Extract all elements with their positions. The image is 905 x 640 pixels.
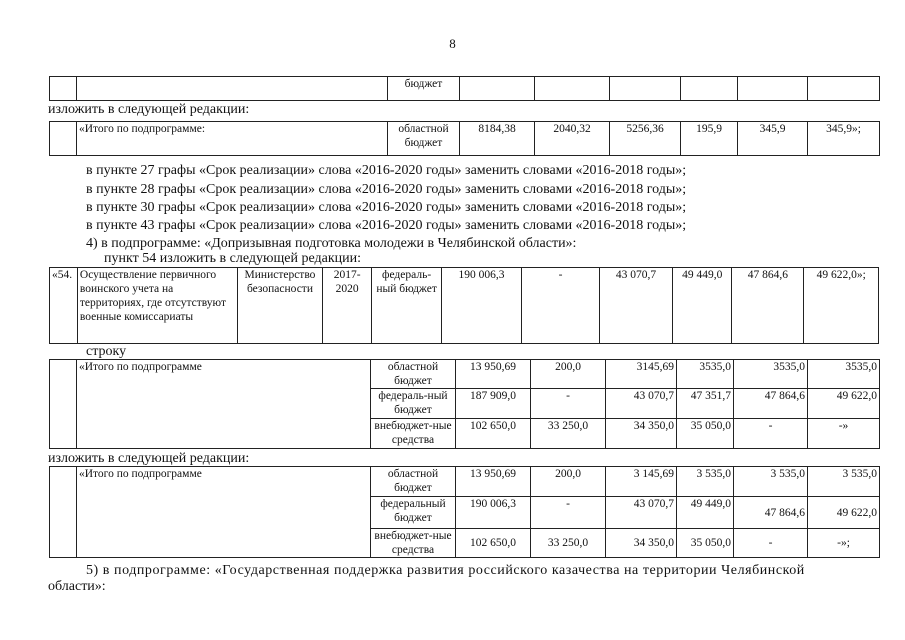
value-cell: -»; [808, 529, 880, 558]
budget-cell: федеральный бюджет [371, 497, 456, 529]
value-cell: 34 350,0 [606, 419, 677, 449]
value-cell: 345,9»; [808, 122, 880, 156]
value-cell: - [531, 497, 606, 529]
value-cell: 200,0 [531, 360, 606, 389]
value-cell: 49 449,0 [677, 497, 734, 529]
paragraph-redaction-2: изложить в следующей редакции: [48, 451, 250, 466]
value-cell: 47 351,7 [677, 389, 734, 419]
paragraph-redaction-1: изложить в следующей редакции: [48, 102, 250, 117]
item-period: 2017-2020 [322, 268, 372, 344]
budget-cell: областной бюджет [388, 122, 460, 156]
item-number: «54. [50, 268, 78, 344]
paragraph-subprogram-5-cont: области»: [48, 579, 106, 594]
paragraph-subprogram-5: 5) в подпрограмме: «Государственная поддержка развития российского казачества на территории Челябинской [86, 563, 805, 578]
page-number: 8 [449, 36, 456, 51]
table-itogo-old [49, 359, 880, 449]
value-cell: 33 250,0 [531, 529, 606, 558]
row-label: «Итого по подпрограмме [77, 467, 371, 558]
value-cell: 47 864,6 [732, 268, 804, 344]
row-label: «Итого по подпрограмме: [77, 122, 388, 156]
value-cell: 35 050,0 [677, 529, 734, 558]
value-cell: 49 622,0 [808, 389, 880, 419]
table-item-54 [49, 267, 879, 344]
paragraph-line: в пункте 27 графы «Срок реализации» слова «2016-2020 годы» заменить словами «2016-2018 годы»; [86, 163, 687, 178]
value-cell: 190 006,3 [456, 497, 531, 529]
value-cell: 3 535,0 [808, 467, 880, 497]
value-cell: 34 350,0 [606, 529, 677, 558]
value-cell: -» [808, 419, 880, 449]
row-label: «Итого по подпрограмме [77, 360, 371, 449]
value-cell: 33 250,0 [531, 419, 606, 449]
value-cell: - [734, 529, 808, 558]
value-cell: 187 909,0 [456, 389, 531, 419]
value-cell: 43 070,7 [599, 268, 672, 344]
value-cell: 3535,0 [808, 360, 880, 389]
paragraph-line: в пункте 30 графы «Срок реализации» слова «2016-2020 годы» заменить словами «2016-2018 годы»; [86, 200, 687, 215]
value-cell: 3535,0 [734, 360, 808, 389]
paragraph-line: 4) в подпрограмме: «Допризывная подготовка молодежи в Челябинской области»: [86, 236, 577, 251]
table-itogo-new [49, 466, 880, 558]
paragraph-line: в пункте 28 графы «Срок реализации» слова «2016-2020 годы» заменить словами «2016-2018 годы»; [86, 182, 687, 197]
table-fragment-top [49, 76, 880, 101]
value-cell: 200,0 [531, 467, 606, 497]
value-cell: 3535,0 [677, 360, 734, 389]
value-cell: 35 050,0 [677, 419, 734, 449]
budget-cell: областной бюджет [371, 360, 456, 389]
budget-cell: внебюджет-ные средства [371, 419, 456, 449]
table-itogo-1 [49, 121, 880, 156]
value-cell: 190 006,3 [441, 268, 522, 344]
item-name: Осуществление первичного воинского учета на территориях, где отсутствуют военные комиссариаты [77, 268, 237, 344]
budget-cell: внебюджет-ные средства [371, 529, 456, 558]
value-cell: - [734, 419, 808, 449]
value-cell: 195,9 [681, 122, 738, 156]
value-cell: 49 622,0»; [804, 268, 879, 344]
budget-cell: областной бюджет [371, 467, 456, 497]
budget-cell: федераль-ный бюджет [371, 389, 456, 419]
value-cell: 2040,32 [535, 122, 610, 156]
value-cell: 49 449,0 [673, 268, 732, 344]
value-cell: 13 950,69 [456, 360, 531, 389]
value-cell: 3 535,0 [677, 467, 734, 497]
value-cell: 47 864,6 [734, 389, 808, 419]
value-cell: 43 070,7 [606, 389, 677, 419]
value-cell: 102 650,0 [456, 529, 531, 558]
budget-cell: бюджет [388, 77, 460, 101]
value-cell: - [522, 268, 600, 344]
value-cell: 8184,38 [460, 122, 535, 156]
budget-cell: федераль-ный бюджет [372, 268, 441, 344]
value-cell: - [531, 389, 606, 419]
value-cell: 3 535,0 [734, 467, 808, 497]
value-cell: 49 622,0 [808, 497, 880, 529]
value-cell: 345,9 [738, 122, 808, 156]
value-cell: 102 650,0 [456, 419, 531, 449]
value-cell: 5256,36 [610, 122, 681, 156]
value-cell: 43 070,7 [606, 497, 677, 529]
value-cell: 3 145,69 [606, 467, 677, 497]
paragraph-line: пункт 54 изложить в следующей редакции: [104, 251, 361, 266]
item-executor: Министерство безопасности [238, 268, 323, 344]
paragraph-line: в пункте 43 графы «Срок реализации» слова «2016-2020 годы» заменить словами «2016-2018 годы»; [86, 218, 687, 233]
value-cell: 47 864,6 [734, 497, 808, 529]
value-cell: 3145,69 [606, 360, 677, 389]
value-cell: 13 950,69 [456, 467, 531, 497]
paragraph-stroku: строку [86, 344, 127, 359]
